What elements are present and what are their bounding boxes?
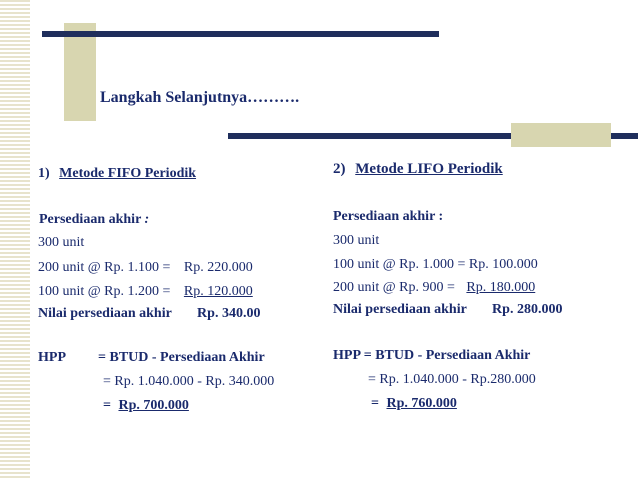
fifo-persediaan-label: Persediaan akhir : bbox=[39, 212, 150, 227]
lifo-nilai: Nilai persediaan akhir Rp. 280.000 bbox=[333, 302, 563, 317]
decorative-stripes bbox=[0, 0, 30, 479]
fifo-heading-number: 1) bbox=[38, 166, 50, 181]
lifo-result: = Rp. 760.000 bbox=[371, 396, 457, 411]
decorative-square-mid bbox=[511, 123, 611, 147]
lifo-heading-text: Metode LIFO Periodik bbox=[355, 161, 503, 177]
fifo-row-1: 300 unit bbox=[38, 235, 85, 250]
lifo-heading-number: 2) bbox=[333, 161, 346, 177]
slide-title: Langkah Selanjutnya………. bbox=[100, 89, 300, 106]
fifo-row-3: 100 unit @ Rp. 1.200 = Rp. 120.000 bbox=[38, 284, 253, 299]
lifo-heading bbox=[333, 161, 503, 178]
fifo-nilai: Nilai persediaan akhir Rp. 340.00 bbox=[38, 306, 261, 321]
fifo-heading bbox=[38, 166, 196, 182]
lifo-persediaan-label: Persediaan akhir : bbox=[333, 209, 444, 224]
lifo-calc-line: = Rp. 1.040.000 - Rp.280.000 bbox=[368, 372, 536, 387]
fifo-heading-text: Metode FIFO Periodik bbox=[59, 166, 197, 181]
lifo-row-2: 100 unit @ Rp. 1.000 = Rp. 100.000 bbox=[333, 257, 538, 272]
lifo-row-1: 300 unit bbox=[333, 233, 380, 248]
decorative-bar-top bbox=[42, 31, 439, 37]
lifo-row-3: 200 unit @ Rp. 900 = Rp. 180.000 bbox=[333, 280, 536, 295]
fifo-hpp-label: HPP bbox=[38, 350, 66, 365]
fifo-calc-line: = Rp. 1.040.000 - Rp. 340.000 bbox=[103, 374, 275, 389]
decorative-square-top bbox=[64, 23, 96, 121]
fifo-hpp-formula: = BTUD - Persediaan Akhir bbox=[98, 350, 265, 365]
fifo-result: = Rp. 700.000 bbox=[103, 398, 189, 413]
fifo-row-2: 200 unit @ Rp. 1.100 = Rp. 220.000 bbox=[38, 260, 253, 275]
lifo-hpp-formula: HPP = BTUD - Persediaan Akhir bbox=[333, 348, 531, 363]
